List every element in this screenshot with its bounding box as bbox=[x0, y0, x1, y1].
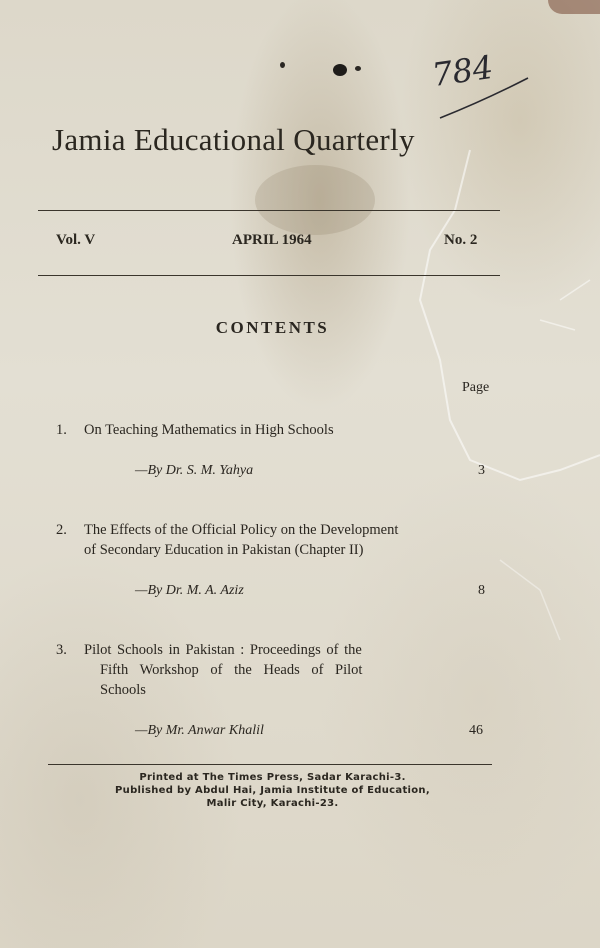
volume-label: Vol. V bbox=[56, 232, 96, 248]
handwritten-number: 784 bbox=[429, 47, 496, 95]
article-author: —By Dr. S. M. Yahya bbox=[135, 463, 254, 478]
article-title-line: On Teaching Mathematics in High Schools bbox=[84, 422, 334, 438]
issue-number: No. 2 bbox=[444, 232, 478, 248]
article-number: 3. bbox=[56, 642, 67, 658]
title-rule bbox=[38, 210, 500, 211]
article-page: 3 bbox=[478, 463, 485, 478]
article-author: —By Dr. M. A. Aziz bbox=[135, 583, 244, 598]
article-title-line: of Secondary Education in Pakistan (Chapter II) bbox=[84, 542, 364, 558]
issue-date: APRIL 1964 bbox=[232, 232, 312, 248]
article-title-line: Pilot Schools in Pakistan : Proceedings of the bbox=[84, 642, 362, 658]
meta-rule bbox=[38, 275, 500, 276]
page-column-label: Page bbox=[462, 380, 490, 395]
footer-line: Published by Abdul Hai, Jamia Institute of Education, bbox=[115, 785, 430, 796]
article-title-line: Schools bbox=[100, 682, 146, 698]
article-title-line: Fifth Workshop of the Heads of Pilot bbox=[100, 662, 363, 678]
footer-line: Printed at The Times Press, Sadar Karachi-3. bbox=[139, 772, 406, 783]
article-number: 1. bbox=[56, 422, 67, 438]
footer-rule bbox=[48, 764, 492, 765]
contents-heading: CONTENTS bbox=[215, 318, 330, 337]
article-page: 46 bbox=[469, 723, 483, 738]
article-number: 2. bbox=[56, 522, 67, 538]
article-author: —By Mr. Anwar Khalil bbox=[135, 723, 264, 738]
printer-publisher-info bbox=[0, 771, 545, 810]
article-title-line: The Effects of the Official Policy on the Development bbox=[84, 522, 399, 538]
article-page: 8 bbox=[478, 583, 485, 598]
footer-line: Malir City, Karachi-23. bbox=[206, 798, 339, 809]
journal-title: Jamia Educational Quarterly bbox=[52, 122, 415, 157]
